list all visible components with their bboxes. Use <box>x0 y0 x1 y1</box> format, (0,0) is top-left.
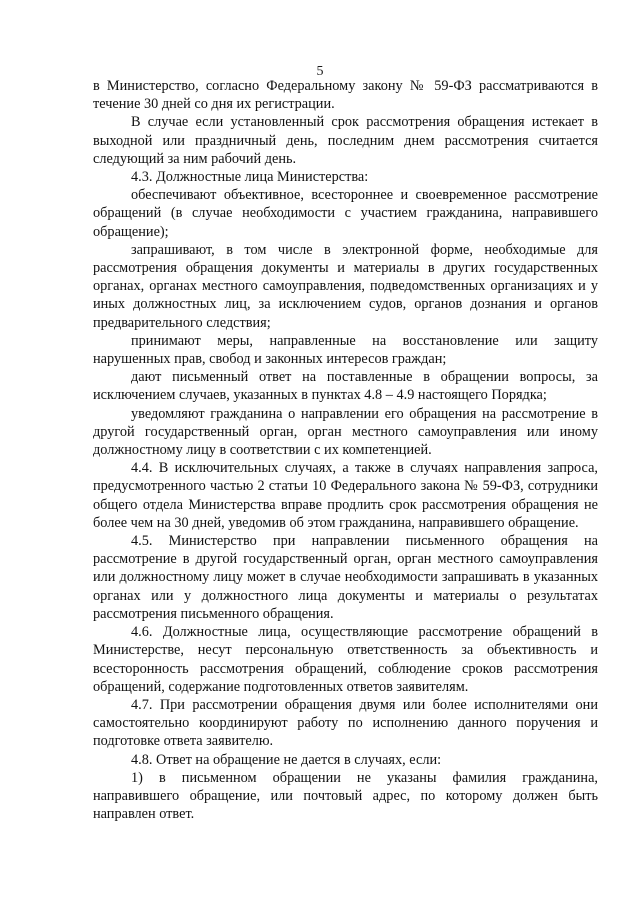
paragraph-4-5: 4.5. Министерство при направлении письменного обращения на рассмотрение в другой государственный орган, орган местного самоуправления или должностному лицу может в случае необходимости запрашивать в указанных органах или у должностного лица документы и материалы о результатах рассмотрения письменного обращения. <box>93 533 598 622</box>
paragraph-4-3-ensure: обеспечивают объективное, всестороннее и своевременное рассмотрение обращений (в случае необходимости с участием гражданина, направившего обращение); <box>93 187 598 240</box>
paragraph-4-7: 4.7. При рассмотрении обращения двумя или более исполнителями они самостоятельно координируют работу по исполнению данного поручения и подготовке ответа заявителю. <box>93 696 598 750</box>
paragraph-4-3-notify: уведомляют гражданина о направлении его обращения на рассмотрение в другой государственный орган, орган местного самоуправления или иному должностному лицу в соответствии с их компетенцией. <box>93 405 598 459</box>
paragraph-deadline-holiday: В случае если установленный срок рассмотрения обращения истекает в выходной или праздничный день, последним днем рассмотрения считается следующий за ним рабочий день. <box>93 114 598 167</box>
paragraph-4-3-heading: 4.3. Должностные лица Министерства: <box>131 169 369 186</box>
paragraph-4-6: 4.6. Должностные лица, осуществляющие рассмотрение обращений в Министерстве, несут персональную ответственность за объективность и всесторонность рассмотрения обращений, соблюдение сроков рассмотрения обращений, содержание подготовленных ответов заявителям. <box>93 624 598 695</box>
page-number: 5 <box>316 64 324 79</box>
paragraph-4-4: 4.4. В исключительных случаях, а также в случаях направления запроса, предусмотренного частью 2 статьи 10 Федерального закона № 59-ФЗ, сотрудники общего отдела Министерства вправе продлить срок рассмотрения обращения не более чем на 30 дней, уведомив об этом гражданина, направившего обращение. <box>93 460 598 531</box>
paragraph-4-8-item-1: 1) в письменном обращении не указаны фамилия гражданина, направившего обращение, или почтовый адрес, по которому должен быть направлен ответ. <box>93 769 598 823</box>
paragraph-4-3-answer: дают письменный ответ на поставленные в обращении вопросы, за исключением случаев, указанных в пунктах 4.8 – 4.9 настоящего Порядка; <box>93 369 598 404</box>
paragraph-4-3-request: запрашивают, в том числе в электронной форме, необходимые для рассмотрения обращения документы и материалы в других государственных органах, органах местного самоуправления, подведомственных организациях и у иных должностных лиц, за исключением судов, органов дознания и органов предварительного следствия; <box>93 241 598 331</box>
paragraph-4-3-measures: принимают меры, направленные на восстановление или защиту нарушенных прав, свобод и законных интересов граждан; <box>93 332 598 368</box>
document-body <box>93 77 598 823</box>
paragraph-4-8-heading: 4.8. Ответ на обращение не дается в случаях, если: <box>131 751 442 768</box>
paragraph-continuation: в Министерство, согласно Федеральному закону № 59-ФЗ рассматриваются в течение 30 дней со дня их регистрации. <box>93 78 598 113</box>
